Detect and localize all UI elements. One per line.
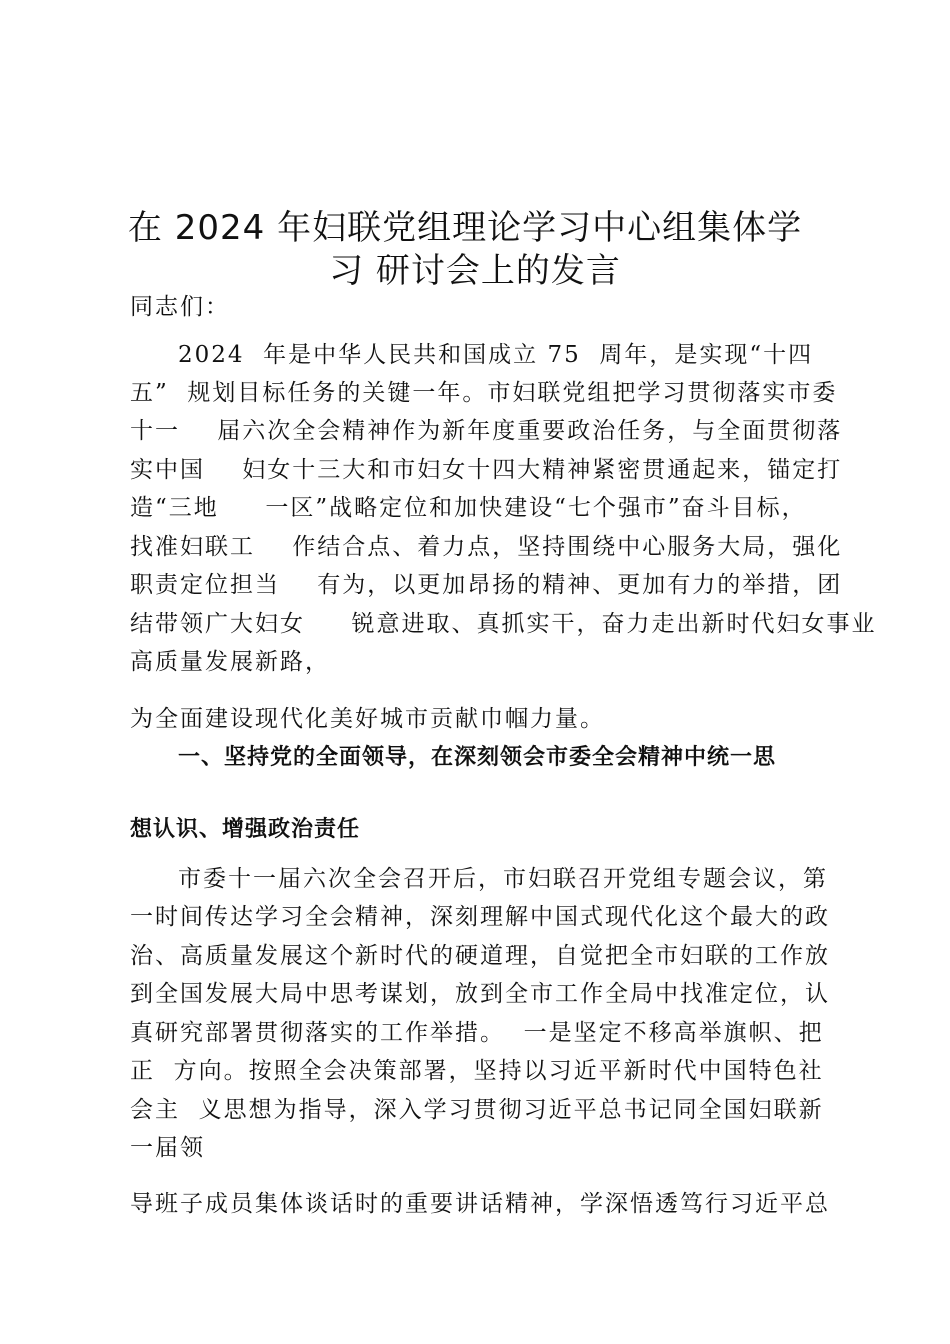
para2-line: 一届领	[130, 1135, 205, 1161]
para2-line: 真研究部署贯彻落实的工作举措。 一是坚定不移高举旗帜、把	[130, 1020, 824, 1046]
para2-line: 到全国发展大局中思考谋划，放到全市工作全局中找准定位，认	[130, 981, 830, 1007]
para2-line: 市委十一届六次全会召开后，市妇联召开党组专题会议，第	[178, 866, 828, 892]
para1-tail: 为全面建设现代化美好城市贡献巾帼力量。	[130, 706, 605, 732]
para1-line: 造“三地 一区”战略定位和加快建设“七个强市”奋斗目标，	[130, 495, 807, 521]
para2-line: 治、高质量发展这个新时代的硬道理，自觉把全市妇联的工作放	[130, 943, 830, 969]
section1-heading-line1: 一、坚持党的全面领导，在深刻领会市委全会精神中统一思	[178, 745, 777, 770]
para2-line: 会主 义思想为指导，深入学习贯彻习近平总书记同全国妇联新	[130, 1097, 824, 1123]
para2-line: 正 方向。按照全会决策部署，坚持以习近平新时代中国特色社	[130, 1058, 824, 1084]
para1-line: 2024 年是中华人民共和国成立 75 周年，是实现“十四	[178, 342, 814, 368]
para2-line: 一时间传达学习全会精神，深刻理解中国式现代化这个最大的政	[130, 904, 830, 930]
para1-line: 高质量发展新路，	[130, 649, 330, 675]
para1-line: 找准妇联工 作结合点、着力点，坚持围绕中心服务大局，强化	[130, 534, 843, 560]
para1-line: 职责定位担当 有为，以更加昂扬的精神、更加有力的举措，团	[130, 572, 843, 598]
section1-heading-line2: 想认识、增强政治责任	[130, 817, 361, 842]
para1-line: 五” 规划目标任务的关键一年。市妇联党组把学习贯彻落实市委	[130, 380, 838, 406]
para1-line: 十一 届六次全会精神作为新年度重要政治任务，与全面贯彻落	[130, 418, 843, 444]
salutation: 同志们：	[130, 294, 230, 320]
para2-tail: 导班子成员集体谈话时的重要讲话精神，学深悟透笃行习近平总	[130, 1191, 830, 1217]
para1-line: 实中国 妇女十三大和市妇女十四大精神紧密贯通起来，锚定打	[130, 457, 843, 483]
document-title-line2: 习 研讨会上的发言	[329, 251, 621, 291]
para1-line: 结带领广大妇女 锐意进取、真抓实干，奋力走出新时代妇女事业	[130, 611, 877, 637]
document-title-line1: 在 2024 年妇联党组理论学习中心组集体学	[127, 208, 803, 248]
